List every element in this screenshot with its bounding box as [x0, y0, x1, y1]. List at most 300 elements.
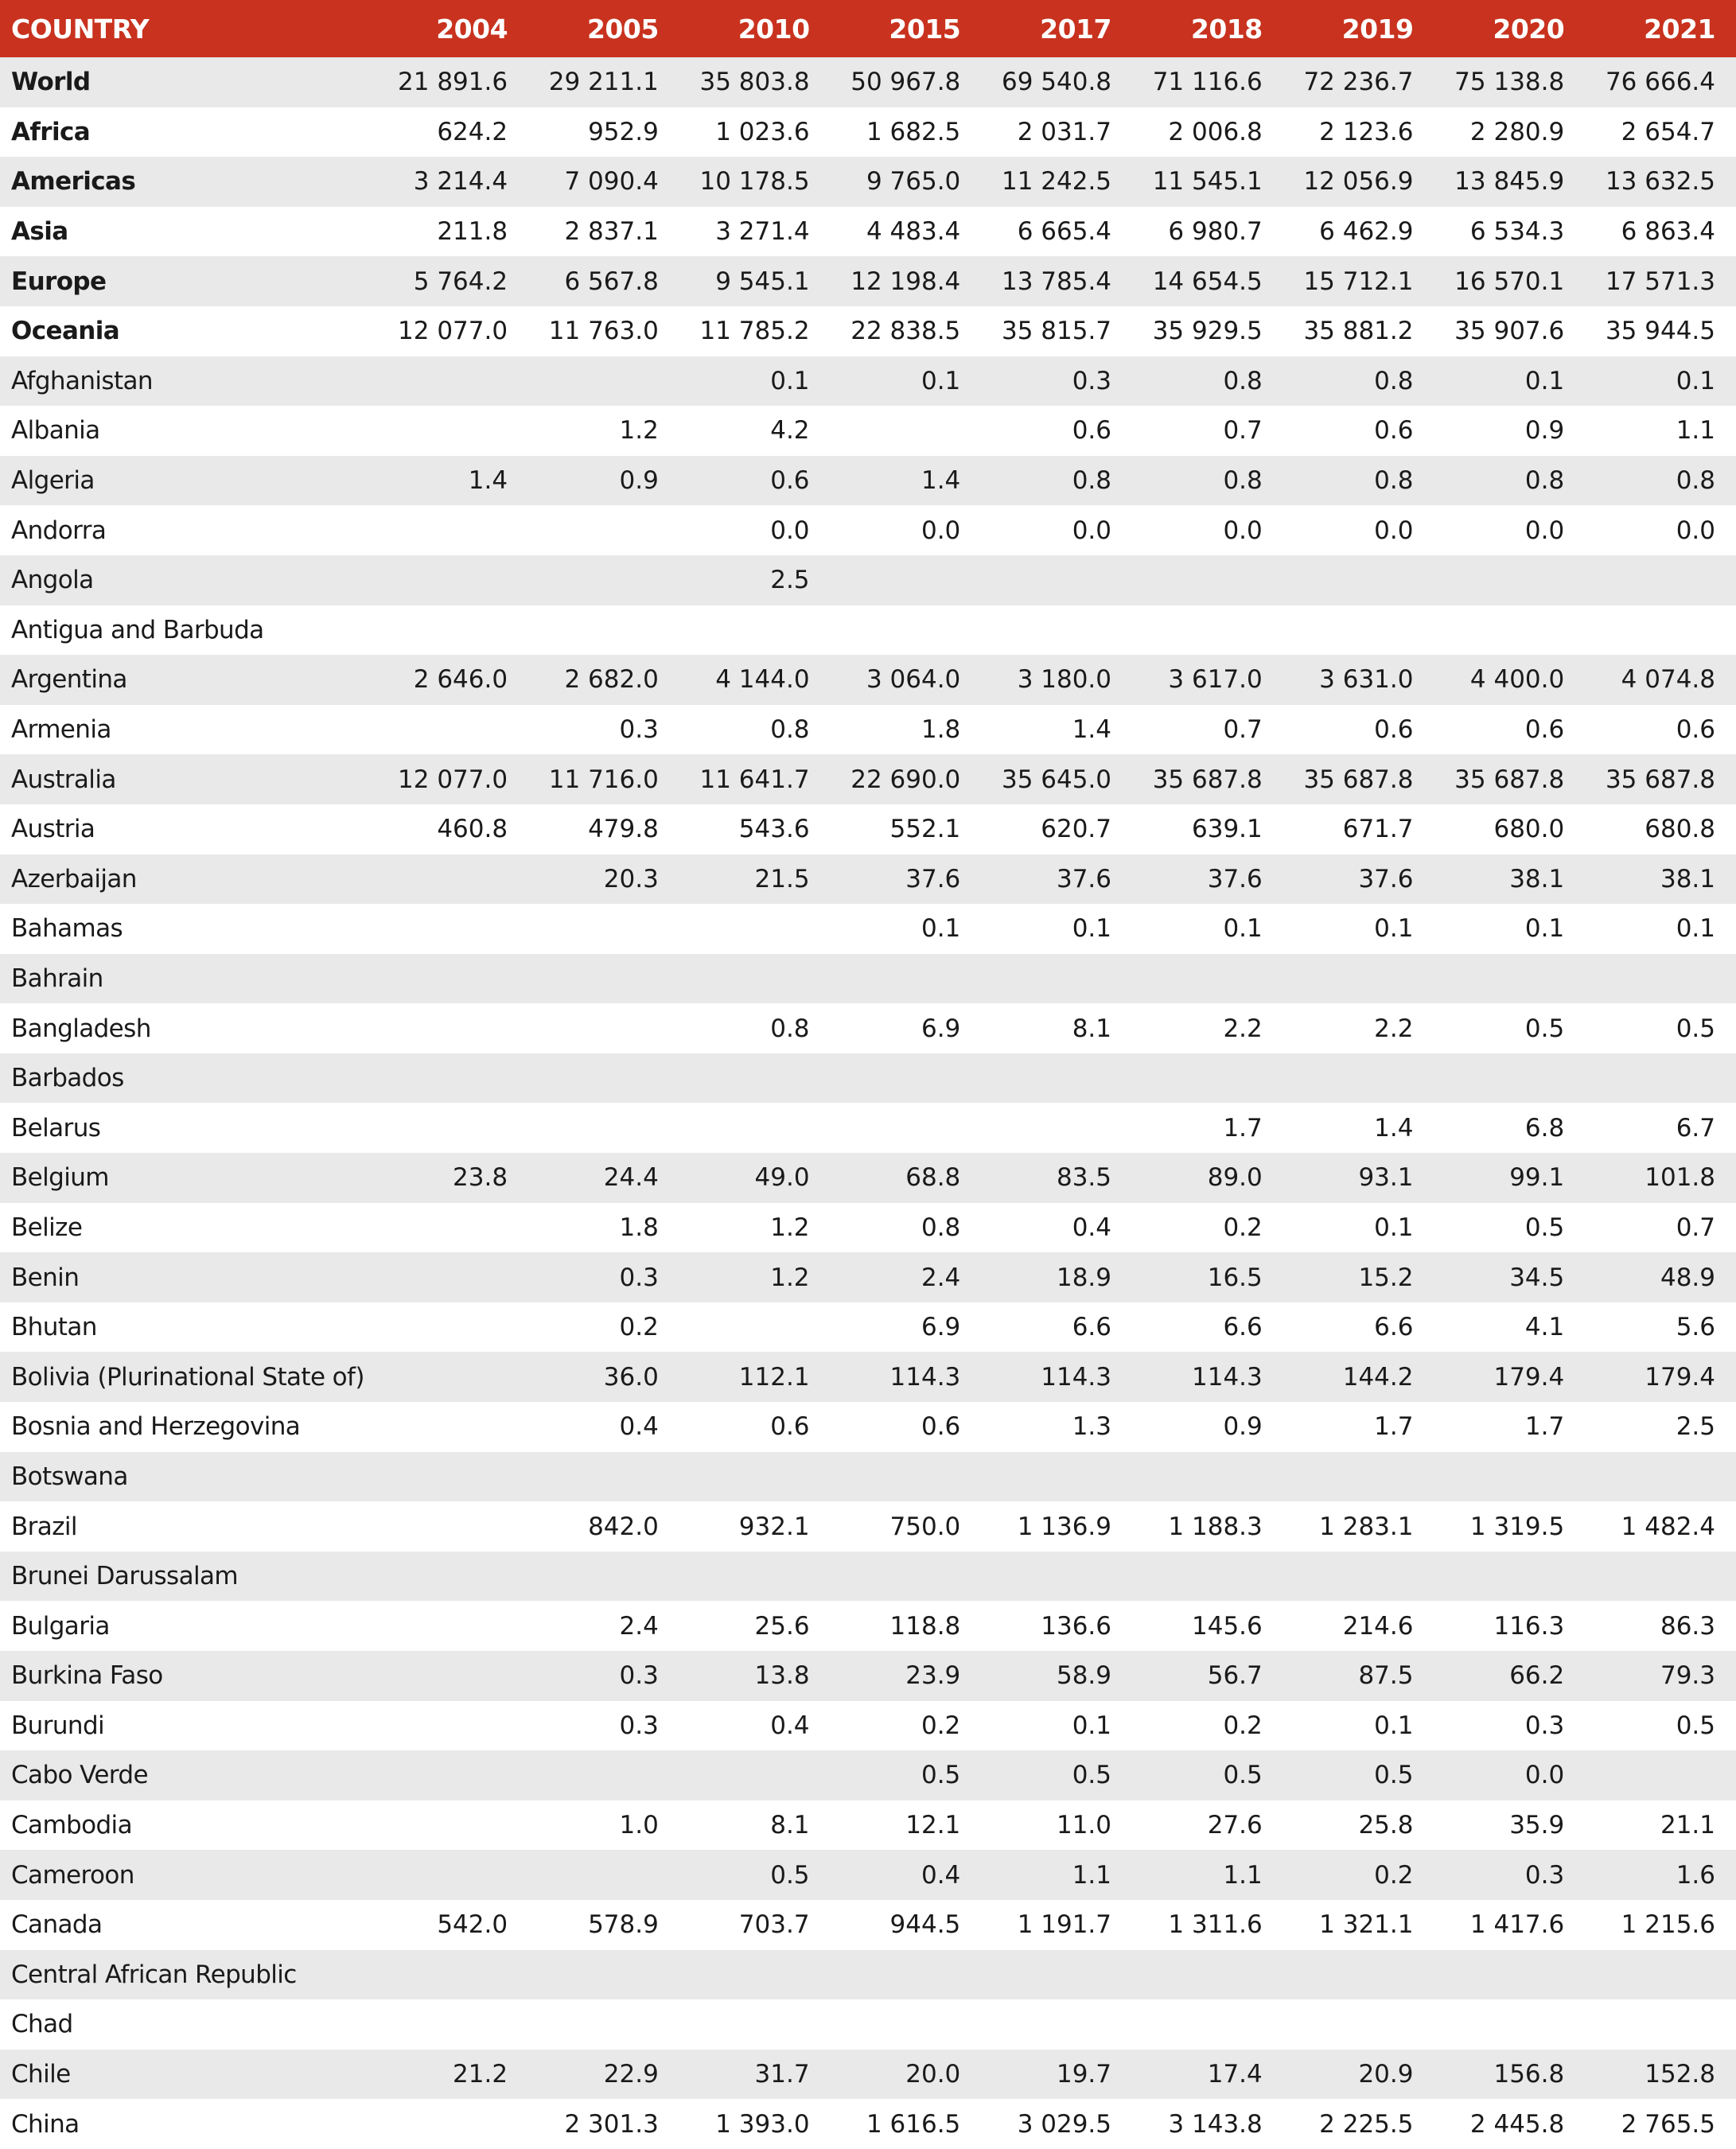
value-cell: 1.4: [468, 466, 508, 496]
value-cell: [1132, 1053, 1283, 1104]
value-cell: 0.1: [1072, 914, 1112, 944]
value-cell: 750.0: [889, 1512, 961, 1541]
value-cell: 25.8: [1358, 1811, 1414, 1840]
value-cell: [1585, 1551, 1736, 1602]
value-cell: [377, 1103, 528, 1153]
value-cell: [1283, 555, 1434, 605]
value-cell: 22.9: [603, 2060, 659, 2089]
value-cell: 0.5: [1676, 1711, 1715, 1740]
value-cell: 479.8: [588, 815, 659, 844]
value-cell: 136.6: [1041, 1611, 1112, 1641]
value-cell: [831, 1551, 982, 1602]
country-name-cell: Benin: [11, 1263, 80, 1292]
table-row: [0, 804, 1736, 855]
table-row: [0, 1452, 1736, 1502]
value-cell: [377, 954, 528, 1004]
value-cell: 0.1: [921, 914, 961, 944]
value-cell: 118.8: [889, 1611, 961, 1641]
value-cell: 4 144.0: [715, 665, 810, 695]
year-column-header: 2017: [1040, 13, 1112, 45]
value-cell: [1283, 1551, 1434, 1602]
table-row: [0, 2050, 1736, 2100]
value-cell: [1283, 1053, 1434, 1104]
value-cell: 6.9: [921, 1313, 961, 1342]
value-cell: [377, 1501, 528, 1551]
value-cell: [1434, 1950, 1585, 2000]
value-cell: 0.0: [1374, 516, 1414, 545]
value-cell: 86.3: [1660, 1611, 1715, 1641]
value-cell: 0.8: [1676, 466, 1715, 496]
value-cell: 543.6: [738, 815, 810, 844]
value-cell: 0.4: [770, 1711, 810, 1740]
value-cell: [377, 1801, 528, 1851]
value-cell: [831, 406, 982, 456]
value-cell: 35 645.0: [1001, 765, 1112, 794]
value-cell: 3 631.0: [1319, 665, 1414, 695]
table-row: [0, 754, 1736, 804]
value-cell: 11 716.0: [548, 765, 659, 794]
value-cell: [528, 1551, 679, 1602]
value-cell: 9 765.0: [866, 167, 961, 197]
year-column-header: 2005: [586, 13, 659, 45]
table-row: [0, 1352, 1736, 1402]
value-cell: 0.0: [770, 516, 810, 545]
value-cell: 0.1: [1374, 914, 1414, 944]
value-cell: 56.7: [1207, 1661, 1263, 1691]
region-row: [0, 157, 1736, 207]
value-cell: [1434, 954, 1585, 1004]
value-cell: 1.7: [1223, 1113, 1263, 1143]
value-cell: 1 311.6: [1168, 1910, 1263, 1940]
value-cell: 35 815.7: [1001, 317, 1112, 346]
table-row: [0, 1950, 1736, 2000]
country-name-cell: Armenia: [11, 715, 111, 745]
value-cell: [831, 1053, 982, 1104]
value-cell: [679, 605, 831, 656]
value-cell: 0.0: [1072, 516, 1112, 545]
value-cell: [377, 1601, 528, 1651]
value-cell: [1132, 1452, 1283, 1502]
value-cell: 0.0: [1676, 516, 1715, 545]
value-cell: 1.2: [770, 1263, 810, 1292]
value-cell: 13 845.9: [1454, 167, 1565, 197]
value-cell: 3 180.0: [1017, 665, 1112, 695]
value-cell: 0.0: [1524, 516, 1565, 545]
value-cell: 1 417.6: [1469, 1910, 1565, 1940]
value-cell: 2 301.3: [564, 2109, 659, 2139]
value-cell: 3 029.5: [1017, 2109, 1112, 2139]
value-cell: [528, 1999, 679, 2050]
value-cell: 0.0: [1524, 1761, 1565, 1790]
value-cell: 4 074.8: [1621, 665, 1715, 695]
value-cell: 2 646.0: [413, 665, 508, 695]
table-row: [0, 1651, 1736, 1701]
value-cell: 37.6: [1056, 864, 1112, 893]
value-cell: 21 891.6: [398, 68, 508, 97]
value-cell: [377, 1252, 528, 1302]
value-cell: [528, 954, 679, 1004]
value-cell: 114.3: [1041, 1362, 1112, 1392]
value-cell: 114.3: [1192, 1362, 1263, 1392]
value-cell: 0.5: [1072, 1761, 1112, 1790]
value-cell: 0.1: [1524, 366, 1565, 395]
country-name-cell: Argentina: [11, 665, 127, 695]
year-column-header: 2020: [1493, 13, 1565, 45]
value-cell: [528, 356, 679, 407]
value-cell: 23.8: [453, 1163, 508, 1193]
value-cell: [528, 1750, 679, 1801]
value-cell: 2.4: [619, 1611, 659, 1641]
value-cell: 0.8: [1374, 466, 1414, 496]
value-cell: 4.2: [770, 416, 810, 446]
value-cell: 0.7: [1223, 416, 1263, 446]
value-cell: 0.8: [1374, 366, 1414, 395]
value-cell: 0.1: [1072, 1711, 1112, 1740]
value-cell: [377, 1950, 528, 2000]
value-cell: 1.1: [1223, 1860, 1263, 1890]
value-cell: 15 712.1: [1303, 267, 1414, 296]
value-cell: [377, 356, 528, 407]
value-cell: 0.6: [1072, 416, 1112, 446]
value-cell: 93.1: [1358, 1163, 1414, 1193]
value-cell: 68.8: [905, 1163, 961, 1193]
value-cell: 99.1: [1509, 1163, 1565, 1193]
value-cell: [981, 954, 1132, 1004]
value-cell: [377, 1452, 528, 1502]
value-cell: 6.6: [1072, 1313, 1112, 1342]
value-cell: [831, 605, 982, 656]
value-cell: 0.6: [770, 466, 810, 496]
value-cell: 703.7: [738, 1910, 810, 1940]
value-cell: 542.0: [437, 1910, 508, 1940]
value-cell: 842.0: [588, 1512, 659, 1541]
value-cell: 1 283.1: [1319, 1512, 1414, 1541]
value-cell: [981, 1999, 1132, 2050]
value-cell: 1.2: [619, 416, 659, 446]
value-cell: [831, 1950, 982, 2000]
country-name-cell: Bangladesh: [11, 1014, 151, 1043]
country-name-cell: Bulgaria: [11, 1611, 110, 1641]
value-cell: 69 540.8: [1001, 68, 1112, 97]
country-name-cell: Bosnia and Herzegovina: [11, 1412, 301, 1442]
value-cell: [1585, 1950, 1736, 2000]
value-cell: 0.5: [921, 1761, 961, 1790]
value-cell: [679, 1999, 831, 2050]
value-cell: [1132, 555, 1283, 605]
value-cell: 0.7: [1223, 715, 1263, 745]
value-cell: 22 838.5: [850, 317, 961, 346]
value-cell: [1132, 954, 1283, 1004]
value-cell: 0.6: [770, 1412, 810, 1442]
value-cell: 3 617.0: [1168, 665, 1263, 695]
value-cell: 21.5: [754, 864, 810, 893]
country-column-header: COUNTRY: [11, 13, 150, 45]
value-cell: 2 225.5: [1319, 2109, 1414, 2139]
value-cell: [831, 1103, 982, 1153]
value-cell: 48.9: [1660, 1263, 1715, 1292]
value-cell: 11 545.1: [1152, 167, 1263, 197]
value-cell: 35 881.2: [1303, 317, 1414, 346]
year-column-header: 2015: [889, 13, 961, 45]
value-cell: 1.4: [1374, 1113, 1414, 1143]
value-cell: [377, 1203, 528, 1253]
year-column-header: 2010: [738, 13, 810, 45]
value-cell: [377, 2099, 528, 2149]
region-row: [0, 107, 1736, 158]
value-cell: 1.8: [619, 1213, 659, 1242]
value-cell: 0.8: [770, 1014, 810, 1043]
value-cell: 13 785.4: [1001, 267, 1112, 296]
value-cell: 0.5: [1524, 1014, 1565, 1043]
table-row: [0, 1551, 1736, 1602]
value-cell: [377, 1750, 528, 1801]
value-cell: 58.9: [1056, 1661, 1112, 1691]
country-name-cell: Cabo Verde: [11, 1761, 148, 1790]
value-cell: 211.8: [437, 217, 508, 247]
value-cell: 460.8: [437, 815, 508, 844]
value-cell: 23.9: [905, 1661, 961, 1691]
value-cell: 11 641.7: [699, 765, 810, 794]
value-cell: 944.5: [889, 1910, 961, 1940]
value-cell: 25.6: [754, 1611, 810, 1641]
table-row: [0, 1003, 1736, 1053]
value-cell: 87.5: [1358, 1661, 1414, 1691]
region-row: [0, 207, 1736, 257]
value-cell: [1132, 1950, 1283, 2000]
value-cell: 2 682.0: [564, 665, 659, 695]
table-row: [0, 1850, 1736, 1900]
value-cell: 0.5: [1524, 1213, 1565, 1242]
value-cell: [377, 1551, 528, 1602]
value-cell: 79.3: [1660, 1661, 1715, 1691]
value-cell: [679, 1103, 831, 1153]
value-cell: [1283, 605, 1434, 656]
value-cell: 66.2: [1509, 1661, 1565, 1691]
value-cell: [831, 954, 982, 1004]
value-cell: 12 056.9: [1303, 167, 1414, 197]
value-cell: [528, 1053, 679, 1104]
value-cell: 35 687.8: [1605, 765, 1715, 794]
value-cell: 639.1: [1192, 815, 1263, 844]
value-cell: 0.5: [770, 1860, 810, 1890]
value-cell: [377, 1850, 528, 1900]
country-name-cell: Cameroon: [11, 1860, 134, 1890]
table-row: [0, 954, 1736, 1004]
value-cell: 101.8: [1645, 1163, 1715, 1193]
value-cell: [981, 1053, 1132, 1104]
value-cell: 0.0: [921, 516, 961, 545]
value-cell: 0.2: [1374, 1860, 1414, 1890]
table-row: [0, 655, 1736, 705]
value-cell: [528, 1850, 679, 1900]
value-cell: 35 929.5: [1152, 317, 1263, 346]
value-cell: [1585, 1452, 1736, 1502]
value-cell: 552.1: [889, 815, 961, 844]
value-cell: 0.5: [1676, 1014, 1715, 1043]
country-name-cell: Albania: [11, 416, 100, 446]
table-row: [0, 1900, 1736, 1950]
value-cell: 2.2: [1374, 1014, 1414, 1043]
value-cell: 0.3: [619, 1711, 659, 1740]
value-cell: 5.6: [1676, 1313, 1715, 1342]
value-cell: 6.6: [1374, 1313, 1414, 1342]
country-name-cell: Asia: [11, 217, 68, 247]
value-cell: 0.1: [770, 366, 810, 395]
value-cell: 1.7: [1524, 1412, 1565, 1442]
value-cell: 71 116.6: [1152, 68, 1263, 97]
value-cell: [1585, 1053, 1736, 1104]
value-cell: 8.1: [1072, 1014, 1112, 1043]
value-cell: 144.2: [1342, 1362, 1414, 1392]
table-row: [0, 2099, 1736, 2149]
value-cell: [528, 1452, 679, 1502]
value-cell: 21.1: [1660, 1811, 1715, 1840]
value-cell: [679, 1551, 831, 1602]
country-name-cell: Brazil: [11, 1512, 77, 1541]
value-cell: 11.0: [1056, 1811, 1112, 1840]
table-row: [0, 1153, 1736, 1203]
value-cell: 620.7: [1041, 815, 1112, 844]
value-cell: 578.9: [588, 1910, 659, 1940]
value-cell: 35 803.8: [699, 68, 810, 97]
table-row: [0, 356, 1736, 407]
value-cell: 680.8: [1645, 815, 1715, 844]
country-name-cell: China: [11, 2109, 80, 2139]
table-row: [0, 406, 1736, 456]
value-cell: 1 321.1: [1319, 1910, 1414, 1940]
value-cell: [528, 1003, 679, 1053]
country-name-cell: Brunei Darussalam: [11, 1562, 239, 1591]
value-cell: 27.6: [1207, 1811, 1263, 1840]
value-cell: [377, 505, 528, 555]
value-cell: 952.9: [588, 117, 659, 146]
value-cell: [377, 855, 528, 905]
value-cell: 0.8: [1223, 466, 1263, 496]
value-cell: [377, 1352, 528, 1402]
value-cell: 1.1: [1676, 416, 1715, 446]
value-cell: 31.7: [754, 2060, 810, 2089]
country-name-cell: World: [11, 68, 91, 97]
value-cell: [679, 1302, 831, 1353]
value-cell: [981, 555, 1132, 605]
value-cell: 0.8: [1072, 466, 1112, 496]
value-cell: [1585, 1999, 1736, 2050]
value-cell: 114.3: [889, 1362, 961, 1392]
value-cell: 35 687.8: [1152, 765, 1263, 794]
value-cell: [831, 1999, 982, 2050]
value-cell: 0.4: [921, 1860, 961, 1890]
value-cell: 12 198.4: [850, 267, 961, 296]
value-cell: [1283, 1452, 1434, 1502]
value-cell: 2 006.8: [1168, 117, 1263, 146]
value-cell: 76 666.4: [1605, 68, 1715, 97]
value-cell: [1283, 1950, 1434, 2000]
country-name-cell: Belgium: [11, 1163, 109, 1193]
value-cell: [377, 406, 528, 456]
country-name-cell: Africa: [11, 117, 91, 146]
country-name-cell: Europe: [11, 267, 107, 296]
value-cell: 932.1: [738, 1512, 810, 1541]
value-cell: [981, 1103, 1132, 1153]
value-cell: [528, 904, 679, 954]
country-name-cell: Barbados: [11, 1064, 124, 1093]
country-name-cell: Algeria: [11, 466, 95, 496]
value-cell: 1.4: [921, 466, 961, 496]
value-cell: [981, 1452, 1132, 1502]
value-cell: 22 690.0: [850, 765, 961, 794]
value-cell: 35 687.8: [1454, 765, 1565, 794]
value-cell: 179.4: [1493, 1362, 1565, 1392]
country-name-cell: Australia: [11, 765, 116, 794]
value-cell: [1434, 1551, 1585, 1602]
value-cell: 7 090.4: [564, 167, 659, 197]
value-cell: [1283, 1999, 1434, 2050]
value-cell: [679, 904, 831, 954]
value-cell: [377, 1053, 528, 1104]
value-cell: [528, 555, 679, 605]
value-cell: 6 863.4: [1621, 217, 1715, 247]
value-cell: 2.4: [921, 1263, 961, 1292]
value-cell: 0.2: [1223, 1711, 1263, 1740]
table-row: [0, 1750, 1736, 1801]
country-name-cell: Burkina Faso: [11, 1661, 163, 1691]
value-cell: 16 570.1: [1454, 267, 1565, 296]
value-cell: [831, 1452, 982, 1502]
value-cell: [377, 1402, 528, 1452]
value-cell: 15.2: [1358, 1263, 1414, 1292]
value-cell: 214.6: [1342, 1611, 1414, 1641]
country-name-cell: Afghanistan: [11, 366, 153, 395]
table-row: [0, 1053, 1736, 1104]
value-cell: [377, 605, 528, 656]
value-cell: [1585, 1750, 1736, 1801]
value-cell: [1132, 1551, 1283, 1602]
region-row: [0, 57, 1736, 107]
table-row: [0, 705, 1736, 755]
table-row: [0, 605, 1736, 656]
value-cell: 6 980.7: [1168, 217, 1263, 247]
value-cell: 0.5: [1223, 1761, 1263, 1790]
value-cell: 179.4: [1645, 1362, 1715, 1392]
country-name-cell: Belize: [11, 1213, 83, 1242]
value-cell: 0.9: [1223, 1412, 1263, 1442]
table-row: [0, 1801, 1736, 1851]
value-cell: 1.3: [1072, 1412, 1112, 1442]
value-cell: 1 393.0: [715, 2109, 810, 2139]
table-header-row: [0, 0, 1736, 57]
value-cell: 72 236.7: [1303, 68, 1414, 97]
country-name-cell: Cambodia: [11, 1811, 132, 1840]
table-row: [0, 1999, 1736, 2050]
value-cell: [1434, 555, 1585, 605]
country-name-cell: Canada: [11, 1910, 103, 1940]
value-cell: 1 682.5: [866, 117, 961, 146]
value-cell: 0.8: [1524, 466, 1565, 496]
value-cell: 35 944.5: [1605, 317, 1715, 346]
value-cell: [679, 1750, 831, 1801]
value-cell: [1434, 1053, 1585, 1104]
value-cell: 1 215.6: [1621, 1910, 1715, 1940]
value-cell: 20.0: [905, 2060, 961, 2089]
value-cell: [528, 605, 679, 656]
value-cell: 50 967.8: [850, 68, 961, 97]
year-column-header: 2021: [1644, 13, 1715, 45]
region-row: [0, 306, 1736, 356]
value-cell: [981, 1551, 1132, 1602]
value-cell: 0.1: [921, 366, 961, 395]
value-cell: 671.7: [1342, 815, 1414, 844]
country-name-cell: Burundi: [11, 1711, 105, 1740]
